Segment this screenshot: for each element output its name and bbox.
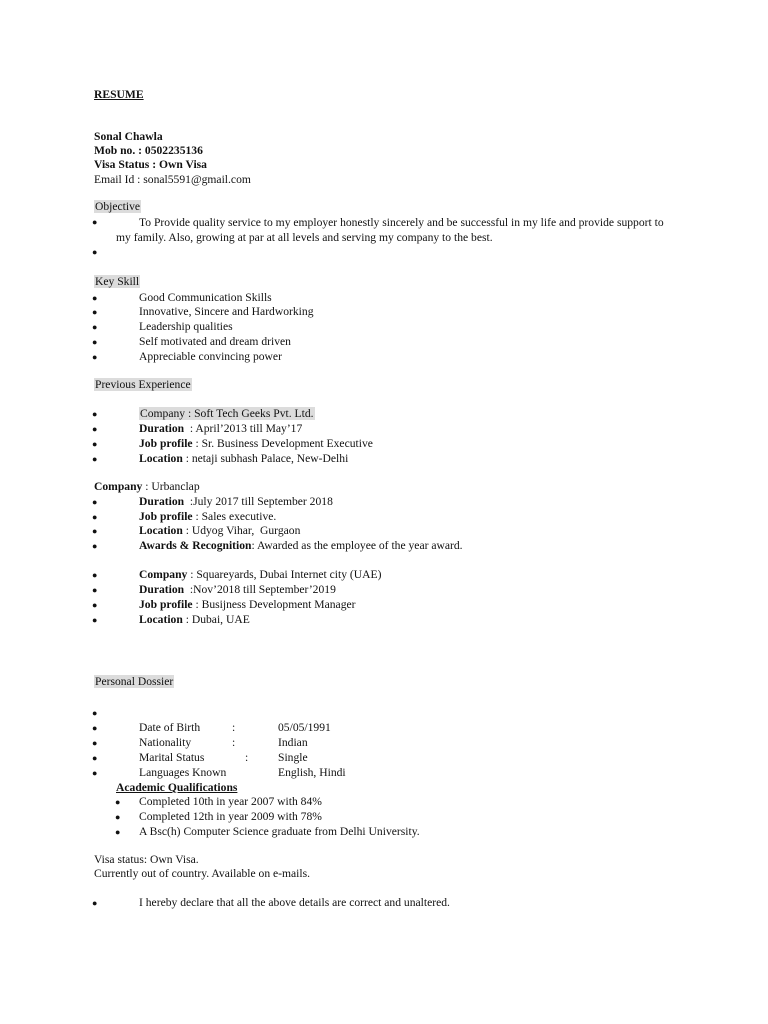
bullet-icon: ● — [92, 497, 98, 507]
bullet-icon: ● — [92, 526, 98, 536]
location-value: : Udyog Vihar, Gurgaon — [182, 524, 301, 537]
bullet-icon: ● — [92, 454, 98, 464]
bullet-icon: ● — [92, 439, 98, 449]
candidate-name: Sonal Chawla — [94, 130, 163, 143]
skill-item: Appreciable convincing power — [139, 350, 282, 363]
location-label: Location — [139, 613, 183, 626]
mobile-value: 0502235136 — [144, 144, 203, 157]
visa-value: Own Visa — [158, 158, 207, 171]
bullet-icon: ● — [92, 600, 98, 610]
duration-label: Duration — [139, 495, 185, 508]
duration-label: Duration — [139, 422, 185, 435]
job2-profile — [139, 510, 276, 524]
job3-profile — [139, 598, 356, 612]
experience-heading — [94, 378, 192, 392]
bullet-icon: ● — [92, 753, 98, 763]
bullet-icon: ● — [115, 827, 121, 837]
bullet-icon: ● — [92, 768, 98, 778]
skill-item: Leadership qualities — [139, 320, 233, 333]
company-value: : Squareyards, Dubai Internet city (UAE) — [187, 568, 382, 581]
duration-label: Duration — [139, 583, 185, 596]
job3-company — [139, 568, 381, 582]
visa-status-text: Visa status: Own Visa. — [94, 853, 199, 866]
academic-heading: Academic Qualifications — [116, 781, 238, 794]
mobile-line — [94, 144, 203, 158]
dob-sep: : — [232, 721, 236, 734]
job3-location — [139, 613, 250, 627]
bullet-icon: ● — [92, 570, 98, 580]
nationality-value: Indian — [278, 736, 308, 749]
nationality-sep: : — [232, 736, 236, 749]
job2-awards — [139, 539, 463, 553]
location-label: Location — [139, 452, 183, 465]
bullet-icon: ● — [92, 293, 98, 303]
job1-profile — [139, 437, 373, 451]
job1-company — [139, 407, 315, 421]
email-label: Email Id : — [94, 173, 141, 186]
objective-heading-text: Objective — [95, 200, 141, 213]
dob-label: Date of Birth — [139, 721, 201, 734]
nationality-label: Nationality — [139, 736, 192, 749]
key-skill-heading — [94, 275, 140, 289]
job1-location — [139, 452, 348, 466]
bullet-icon: ● — [92, 585, 98, 595]
experience-heading-text: Previous Experience — [95, 378, 191, 391]
personal-heading — [94, 675, 174, 689]
profile-label: Job profile — [139, 510, 193, 523]
bullet-icon: ● — [115, 797, 121, 807]
job3-duration — [139, 583, 336, 597]
profile-value: : Sales executive. — [192, 510, 277, 523]
duration-value: : April’2013 till May’17 — [184, 422, 303, 435]
languages-value: English, Hindi — [278, 766, 346, 779]
objective-heading — [94, 200, 141, 214]
bullet-icon: ● — [92, 615, 98, 625]
dob-value: 05/05/1991 — [278, 721, 331, 734]
marital-label: Marital Status — [139, 751, 205, 764]
bullet-icon: ● — [92, 409, 98, 419]
visa-label: Visa Status : — [94, 158, 157, 171]
marital-value: Single — [278, 751, 308, 764]
bullet-icon: ● — [92, 708, 98, 718]
academic-item: Completed 10th in year 2007 with 84% — [139, 795, 322, 808]
bullet-icon: ● — [115, 812, 121, 822]
profile-value: : Sr. Business Development Executive — [192, 437, 373, 450]
bullet-icon: ● — [92, 541, 98, 551]
languages-label: Languages Known — [139, 766, 227, 779]
resume-title: RESUME — [94, 88, 144, 101]
job1-duration — [139, 422, 302, 436]
awards-label: Awards & Recognition — [139, 539, 252, 552]
academic-item: A Bsc(h) Computer Science graduate from Delhi University. — [139, 825, 420, 838]
awards-value: : Awarded as the employee of the year award. — [251, 539, 463, 552]
personal-heading-text: Personal Dossier — [95, 675, 174, 688]
job2-location — [139, 524, 300, 538]
declaration-text: I hereby declare that all the above details are correct and unaltered. — [139, 896, 450, 909]
skill-item: Good Communication Skills — [139, 291, 272, 304]
bullet-icon: ● — [92, 898, 98, 908]
email-line — [94, 173, 251, 187]
location-label: Location — [139, 524, 183, 537]
job1-company-text: Company : Soft Tech Geeks Pvt. Ltd. — [140, 407, 314, 420]
skill-item: Self motivated and dream driven — [139, 335, 291, 348]
marital-sep: : — [245, 751, 249, 764]
visa-line — [94, 158, 207, 172]
bullet-icon: ● — [92, 723, 98, 733]
profile-label: Job profile — [139, 437, 193, 450]
location-value: : Dubai, UAE — [182, 613, 250, 626]
duration-value: :July 2017 till September 2018 — [184, 495, 333, 508]
company-value: : Urbanclap — [142, 480, 200, 493]
location-value: : netaji subhash Palace, New-Delhi — [182, 452, 349, 465]
bullet-icon: ● — [92, 217, 98, 227]
availability-text: Currently out of country. Available on e-mails. — [94, 867, 311, 880]
company-label: Company — [139, 568, 188, 581]
bullet-icon: ● — [92, 512, 98, 522]
bullet-icon: ● — [92, 738, 98, 748]
objective-text: To Provide quality service to my employer honestly sincerely and be successful in my life and provide support to my family. Also, growing at par at all levels and serving my company to the best. — [116, 216, 664, 244]
profile-value: : Busijness Development Manager — [192, 598, 356, 611]
job2-duration — [139, 495, 333, 509]
email-value: sonal5591@gmail.com — [143, 173, 251, 186]
bullet-icon: ● — [92, 424, 98, 434]
bullet-icon: ● — [92, 247, 98, 257]
mobile-label: Mob no. : — [94, 144, 142, 157]
skill-item: Innovative, Sincere and Hardworking — [139, 305, 314, 318]
bullet-icon: ● — [92, 322, 98, 332]
company-label: Company — [94, 480, 143, 493]
job2-company — [94, 480, 200, 494]
profile-label: Job profile — [139, 598, 193, 611]
bullet-icon: ● — [92, 352, 98, 362]
duration-value: :Nov’2018 till September’2019 — [184, 583, 336, 596]
bullet-icon: ● — [92, 307, 98, 317]
bullet-icon: ● — [92, 337, 98, 347]
academic-item: Completed 12th in year 2009 with 78% — [139, 810, 322, 823]
key-skill-heading-text: Key Skill — [95, 275, 140, 288]
